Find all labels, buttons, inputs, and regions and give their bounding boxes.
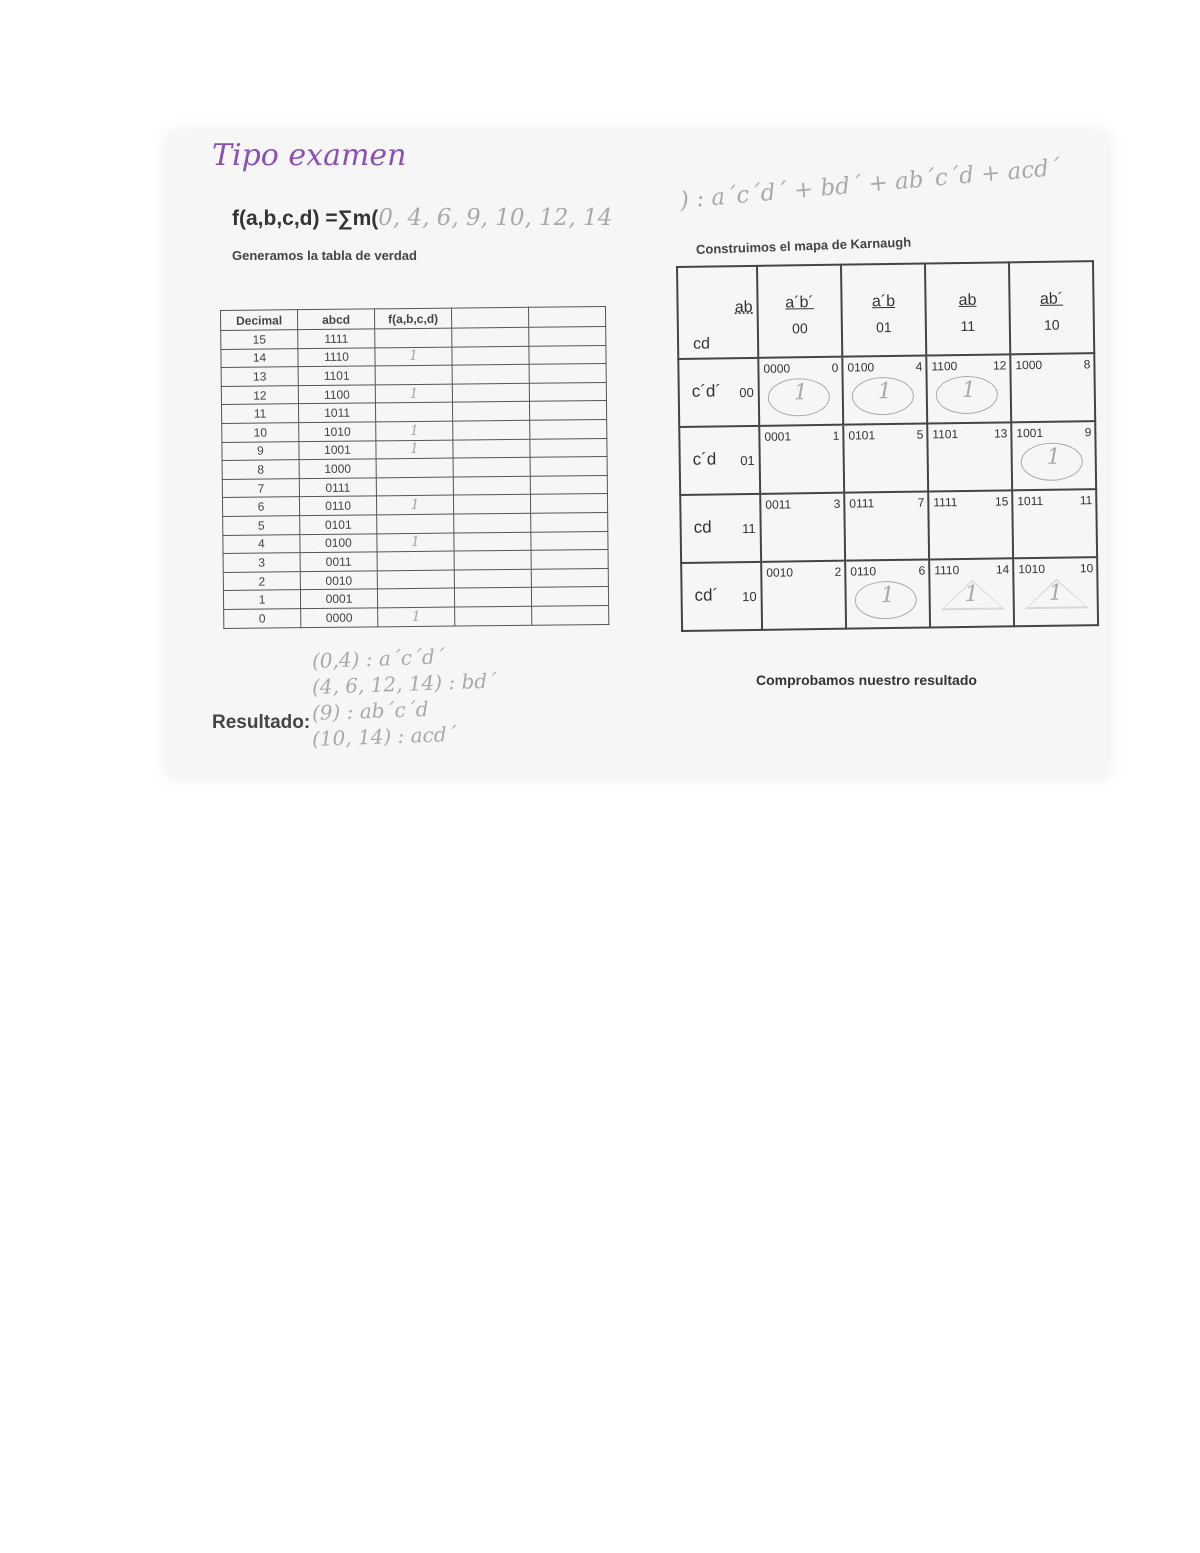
empty-cell xyxy=(531,587,608,606)
empty-cell xyxy=(530,438,607,457)
cell-binary: 1011 xyxy=(1017,493,1044,509)
decimal-cell: 15 xyxy=(221,330,298,349)
column-name: a´b´ xyxy=(785,294,814,312)
binary-cell: 0010 xyxy=(300,571,377,590)
empty-cell xyxy=(452,402,529,421)
binary-cell: 0011 xyxy=(300,552,377,571)
empty-cell xyxy=(532,605,609,624)
row-name: cd´ xyxy=(694,585,719,605)
column-name: ab´ xyxy=(1039,290,1064,308)
binary-cell: 1110 xyxy=(298,347,375,366)
cell-binary: 0101 xyxy=(848,428,876,443)
row-name: cd xyxy=(693,517,712,537)
cell-value xyxy=(761,448,843,449)
empty-cell xyxy=(452,364,529,383)
cell-index: 13 xyxy=(993,426,1008,441)
function-value-cell: 1 xyxy=(377,533,454,552)
karnaugh-map xyxy=(676,260,1099,632)
kmap-row xyxy=(681,557,1098,631)
page-title: Tipo examen xyxy=(212,138,407,173)
binary-cell: 1010 xyxy=(299,422,376,441)
kmap-column-header xyxy=(757,265,842,358)
truth-table-header-cell: f(a,b,c,d) xyxy=(374,308,451,329)
decimal-cell: 7 xyxy=(222,478,299,497)
cell-index: 1 xyxy=(832,428,840,443)
cell-binary: 0001 xyxy=(764,429,792,444)
kmap-cell xyxy=(844,492,929,561)
group-item: (4, 6, 12, 14) : bd´ xyxy=(311,668,498,699)
decimal-cell: 0 xyxy=(224,609,301,628)
kmap-cell xyxy=(1011,421,1096,490)
cell-index: 15 xyxy=(994,494,1009,509)
decimal-cell: 5 xyxy=(223,516,300,535)
cell-index: 8 xyxy=(1083,357,1091,372)
column-code: 01 xyxy=(875,318,892,336)
kmap-cell xyxy=(842,356,927,425)
function-value-cell xyxy=(375,365,452,384)
column-code: 11 xyxy=(960,317,976,335)
cell-value: 1 xyxy=(1046,444,1061,470)
binary-cell: 1011 xyxy=(298,403,375,422)
cell-binary: 0111 xyxy=(849,496,875,511)
binary-cell: 1101 xyxy=(298,366,375,385)
group-item: (0,4) : a´c´d´ xyxy=(311,644,446,673)
kmap-caption: Construimos el mapa de Karnaugh xyxy=(695,234,912,257)
empty-cell xyxy=(529,401,606,420)
cell-value xyxy=(846,515,928,516)
cell-value xyxy=(929,445,1011,446)
truth-table-header-cell: abcd xyxy=(298,309,375,330)
column-name: ab xyxy=(958,291,977,310)
function-value-cell xyxy=(377,588,454,607)
empty-cell xyxy=(531,568,608,587)
empty-cell xyxy=(453,495,530,514)
row-name: c´d xyxy=(692,449,717,469)
cell-binary: 0100 xyxy=(847,360,875,375)
cell-value: 1 xyxy=(964,581,979,608)
empty-cell xyxy=(455,606,532,625)
empty-cell xyxy=(530,419,607,438)
binary-cell: 0101 xyxy=(300,515,377,534)
function-value-cell: 1 xyxy=(376,495,453,514)
cell-binary: 0000 xyxy=(763,361,791,376)
truth-table xyxy=(220,306,609,629)
row-code: 00 xyxy=(739,384,754,401)
row-code: 01 xyxy=(740,452,755,469)
check-label: Comprobamos nuestro resultado xyxy=(756,672,977,688)
decimal-cell: 2 xyxy=(223,571,300,590)
decimal-cell: 9 xyxy=(222,441,299,460)
cell-index: 10 xyxy=(1079,561,1094,576)
cell-binary: 1100 xyxy=(931,359,958,374)
decimal-cell: 11 xyxy=(221,404,298,423)
cell-index: 3 xyxy=(833,496,841,511)
truth-table-caption: Generamos la tabla de verdad xyxy=(232,248,417,263)
kmap-row xyxy=(680,489,1097,563)
function-value-cell xyxy=(375,402,452,421)
group-item: (9) : ab´c´d xyxy=(311,696,429,725)
function-value-cell xyxy=(377,551,454,570)
empty-cell xyxy=(529,326,606,345)
decimal-cell: 6 xyxy=(222,497,299,516)
cell-binary: 1111 xyxy=(933,495,958,510)
kmap-cell xyxy=(759,425,844,494)
empty-cell xyxy=(530,494,607,513)
corner-ab-label: ab xyxy=(734,298,753,317)
column-code: 00 xyxy=(791,320,808,337)
kmap-cell xyxy=(758,357,843,426)
cell-binary: 1010 xyxy=(1018,561,1046,577)
cell-value: 1 xyxy=(880,582,895,609)
kmap-cell xyxy=(760,493,845,562)
function-value-cell xyxy=(375,328,452,347)
group-list xyxy=(311,644,498,752)
empty-cell xyxy=(453,420,530,439)
decimal-cell: 12 xyxy=(221,385,298,404)
function-value-cell: 1 xyxy=(376,440,453,459)
binary-cell: 1000 xyxy=(299,459,376,478)
result-label: Resultado: xyxy=(212,712,311,733)
empty-cell xyxy=(530,457,607,476)
cell-value xyxy=(762,516,844,517)
kmap-row-header xyxy=(680,494,761,563)
empty-cell xyxy=(529,382,606,401)
binary-cell: 0001 xyxy=(300,589,377,608)
decimal-cell: 10 xyxy=(222,423,299,442)
cell-value xyxy=(1013,512,1095,513)
cell-binary: 1110 xyxy=(934,563,960,578)
decimal-cell: 8 xyxy=(222,460,299,479)
cell-index: 4 xyxy=(915,359,923,374)
function-result: ) : a´c´d´ + bd´ + ab´c´d + acd´ xyxy=(678,154,1062,214)
kmap-cell xyxy=(1013,557,1098,626)
truth-table-header-cell xyxy=(528,306,605,327)
corner-cd-label: cd xyxy=(692,335,711,353)
kmap-cell xyxy=(845,559,930,628)
function-minterms: 0, 4, 6, 9, 10, 12, 14 xyxy=(378,205,613,231)
kmap-cell xyxy=(761,561,846,630)
cell-index: 6 xyxy=(918,563,926,578)
empty-cell xyxy=(531,512,608,531)
empty-cell xyxy=(454,550,531,569)
truth-table-header-cell xyxy=(451,307,528,328)
cell-value: 1 xyxy=(877,379,892,405)
row-name: c´d´ xyxy=(691,381,722,401)
empty-cell xyxy=(531,531,608,550)
decimal-cell: 13 xyxy=(221,367,298,386)
function-expression xyxy=(232,205,612,231)
function-value-cell xyxy=(377,570,454,589)
kmap-row-header xyxy=(679,426,760,495)
binary-cell: 1111 xyxy=(298,329,375,348)
binary-cell: 0110 xyxy=(299,496,376,515)
cell-binary: 1001 xyxy=(1016,425,1044,441)
empty-cell xyxy=(453,476,530,495)
function-value-cell: 1 xyxy=(375,384,452,403)
function-value-cell xyxy=(376,477,453,496)
kmap-column-header xyxy=(841,264,926,357)
function-value-cell: 1 xyxy=(376,421,453,440)
empty-cell xyxy=(454,532,531,551)
empty-cell xyxy=(531,550,608,569)
decimal-cell: 1 xyxy=(223,590,300,609)
cell-value xyxy=(845,447,927,448)
function-prefix: f(a,b,c,d) =∑m( xyxy=(232,207,379,230)
empty-cell xyxy=(453,439,530,458)
kmap-header-row xyxy=(677,261,1094,359)
function-value-cell xyxy=(376,458,453,477)
empty-cell xyxy=(453,457,530,476)
kmap-cell xyxy=(927,422,1012,491)
empty-cell xyxy=(452,346,529,365)
cell-binary: 0010 xyxy=(766,565,794,580)
cell-value: 1 xyxy=(793,380,808,406)
empty-cell xyxy=(529,364,606,383)
kmap-cell xyxy=(1012,489,1097,558)
binary-cell: 0111 xyxy=(299,478,376,497)
row-code: 10 xyxy=(742,588,757,605)
kmap-column-header xyxy=(1009,261,1094,354)
binary-cell: 0100 xyxy=(300,533,377,552)
table-row xyxy=(224,605,609,628)
binary-cell: 0000 xyxy=(301,608,378,627)
kmap-row-header xyxy=(681,562,762,631)
empty-cell xyxy=(452,327,529,346)
truth-table-header-cell: Decimal xyxy=(221,310,298,331)
empty-cell xyxy=(454,588,531,607)
kmap-corner xyxy=(677,266,758,359)
cell-value xyxy=(762,584,844,585)
cell-value xyxy=(929,513,1011,514)
kmap-column-header xyxy=(925,262,1010,355)
cell-index: 2 xyxy=(834,564,842,579)
cell-index: 12 xyxy=(992,358,1007,373)
kmap-cell xyxy=(928,490,1013,559)
empty-cell xyxy=(530,475,607,494)
cell-index: 11 xyxy=(1079,493,1093,508)
cell-index: 14 xyxy=(995,562,1010,577)
cell-value: 1 xyxy=(1048,580,1063,606)
kmap-row xyxy=(679,421,1096,495)
kmap-cell xyxy=(843,424,928,493)
decimal-cell: 3 xyxy=(223,553,300,572)
empty-cell xyxy=(452,383,529,402)
binary-cell: 1100 xyxy=(298,385,375,404)
cell-index: 0 xyxy=(831,360,839,375)
kmap-cell xyxy=(926,354,1011,423)
empty-cell xyxy=(454,569,531,588)
cell-binary: 1101 xyxy=(932,427,959,442)
empty-cell xyxy=(529,345,606,364)
function-value-cell xyxy=(377,514,454,533)
cell-index: 5 xyxy=(916,427,924,442)
kmap-cell xyxy=(929,558,1014,627)
column-name: a´b xyxy=(871,292,896,311)
decimal-cell: 14 xyxy=(221,348,298,367)
group-item: (10, 14) : acd´ xyxy=(311,721,457,751)
function-value-cell: 1 xyxy=(378,607,455,626)
decimal-cell: 4 xyxy=(223,534,300,553)
cell-binary: 1000 xyxy=(1015,357,1043,373)
empty-cell xyxy=(454,513,531,532)
binary-cell: 1001 xyxy=(299,440,376,459)
kmap-row xyxy=(678,353,1095,427)
cell-index: 9 xyxy=(1084,425,1092,440)
cell-index: 7 xyxy=(917,495,925,510)
cell-binary: 0011 xyxy=(765,497,792,512)
row-code: 11 xyxy=(742,520,756,537)
kmap-cell xyxy=(1010,353,1095,422)
function-value-cell: 1 xyxy=(375,347,452,366)
column-code: 10 xyxy=(1043,316,1060,333)
cell-value: 1 xyxy=(961,377,976,404)
cell-binary: 0110 xyxy=(850,564,877,579)
cell-value xyxy=(1012,376,1094,377)
kmap-row-header xyxy=(678,358,759,427)
